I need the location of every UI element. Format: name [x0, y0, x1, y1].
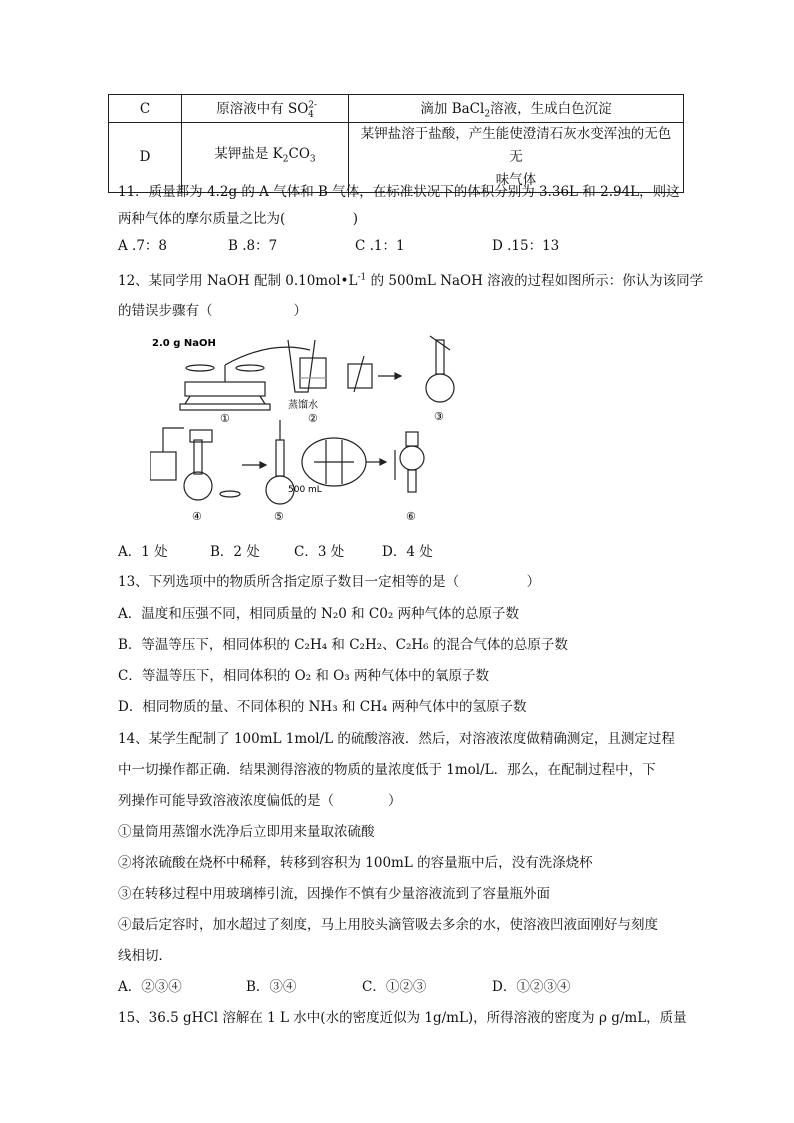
row-label: C — [109, 95, 182, 123]
q14-option-c: C．①②③ — [362, 979, 427, 995]
figure-step-1: ① — [220, 412, 230, 425]
q14-option-a: A．②③④ — [118, 979, 182, 995]
operation-cell: 某钾盐溶于盐酸，产生能使澄清石灰水变浑浊的无色无 味气体 — [349, 123, 684, 193]
q12-option-d: D．4 处 — [382, 544, 433, 560]
figure-water-label: 蒸馏水 — [288, 400, 318, 411]
q11-option-a: A .7：8 — [118, 238, 168, 254]
conclusion-cell: 原溶液中有 $SO^{2-}_4$ — [182, 95, 349, 123]
operation-cell: 滴加 BaCl$_2$溶液，生成白色沉淀 — [349, 95, 684, 123]
q14-item-2: ②将浓硫酸在烧杯中稀释，转移到容积为 100mL 的容量瓶中后，没有洗涤烧杯 — [118, 855, 593, 871]
q13-option-a: A．温度和压强不同，相同质量的 N₂0 和 C0₂ 两种气体的总原子数 — [118, 606, 520, 622]
q11-option-b: B .8：7 — [228, 238, 278, 254]
q11-option-c: C .1：1 — [355, 238, 405, 254]
q13-option-b: B．等温等压下，相同体积的 C₂H₄ 和 C₂H₂、C₂H₆ 的混合气体的总原子数 — [118, 637, 568, 653]
q14-stem-2: 中一切操作都正确．结果测得溶液的物质的量浓度低于 1mol/L．那么，在配制过程中，下 — [118, 762, 656, 778]
q14-item-4: ④最后定容时，加水超过了刻度，马上用胶头滴管吸去多余的水，使溶液凹液面刚好与刻度 — [118, 917, 658, 933]
q14-stem: 14、某学生配制了 100mL 1mol/L 的硫酸溶液．然后，对溶液浓度做精确测定，且测定过程 — [118, 731, 675, 747]
q11-option-d: D .15：13 — [492, 238, 560, 254]
answer-table — [108, 94, 684, 193]
figure-step-3: ③ — [434, 410, 444, 423]
q15-stem: 15、36.5 gHCl 溶解在 1 L 水中(水的密度近似为 1g/mL)，所得溶液的密度为 ρ g/mL，质量 — [118, 1010, 687, 1026]
q13-option-c: C．等温等压下，相同体积的 O₂ 和 O₃ 两种气体中的氧原子数 — [118, 668, 489, 684]
q12-stem: 12、某同学用 NaOH 配制 $0.10mol•L^{-1}$ 的 500mL NaOH 溶液的过程如图所示：你认为该同学 — [118, 272, 704, 289]
q14-stem-3: 列操作可能导致溶液浓度偏低的是（ ） — [118, 793, 402, 809]
q14-option-d: D．①②③④ — [492, 979, 571, 995]
solution-prep-figure — [150, 330, 500, 530]
q13-option-d: D．相同物质的量、不同体积的 NH₃ 和 CH₄ 两种气体中的氢原子数 — [118, 699, 527, 715]
q12-option-c: C．3 处 — [294, 544, 345, 560]
q14-item-1: ①量筒用蒸馏水洗净后立即用来量取浓硫酸 — [118, 824, 375, 840]
figure-step-2: ② — [308, 412, 318, 425]
q12-option-a: A．1 处 — [118, 544, 168, 560]
figure-mass-label: 2.0 g NaOH — [152, 338, 216, 349]
figure-step-6: ⑥ — [406, 510, 416, 523]
q14-option-b: B．③④ — [246, 979, 297, 995]
row-label: D — [109, 123, 182, 193]
conclusion-cell: 某钾盐是 $K_2CO_3$ — [182, 123, 349, 193]
q13-stem: 13、下列选项中的物质所含指定原子数目一定相等的是（ ） — [118, 574, 541, 590]
table-row — [109, 95, 684, 123]
q14-item-4-cont: 线相切． — [118, 948, 172, 964]
q12-stem-2: 的错误步骤有（ ） — [118, 303, 307, 319]
figure-step-4: ④ — [192, 510, 202, 523]
figure-step-5: ⑤ — [274, 510, 284, 523]
q14-item-3: ③在转移过程中用玻璃棒引流，因操作不慎有少量溶液流到了容量瓶外面 — [118, 886, 550, 902]
q12-option-b: B．2 处 — [210, 544, 260, 560]
figure-volume-label: 500 mL — [288, 485, 322, 495]
q11-stem-2: 两种气体的摩尔质量之比为( ) — [118, 211, 359, 227]
q11-stem: 11．质量都为 4.2g 的 A 气体和 B 气体，在标准状况下的体积分别为 3.36L 和 2.94L，则这 — [118, 184, 680, 200]
